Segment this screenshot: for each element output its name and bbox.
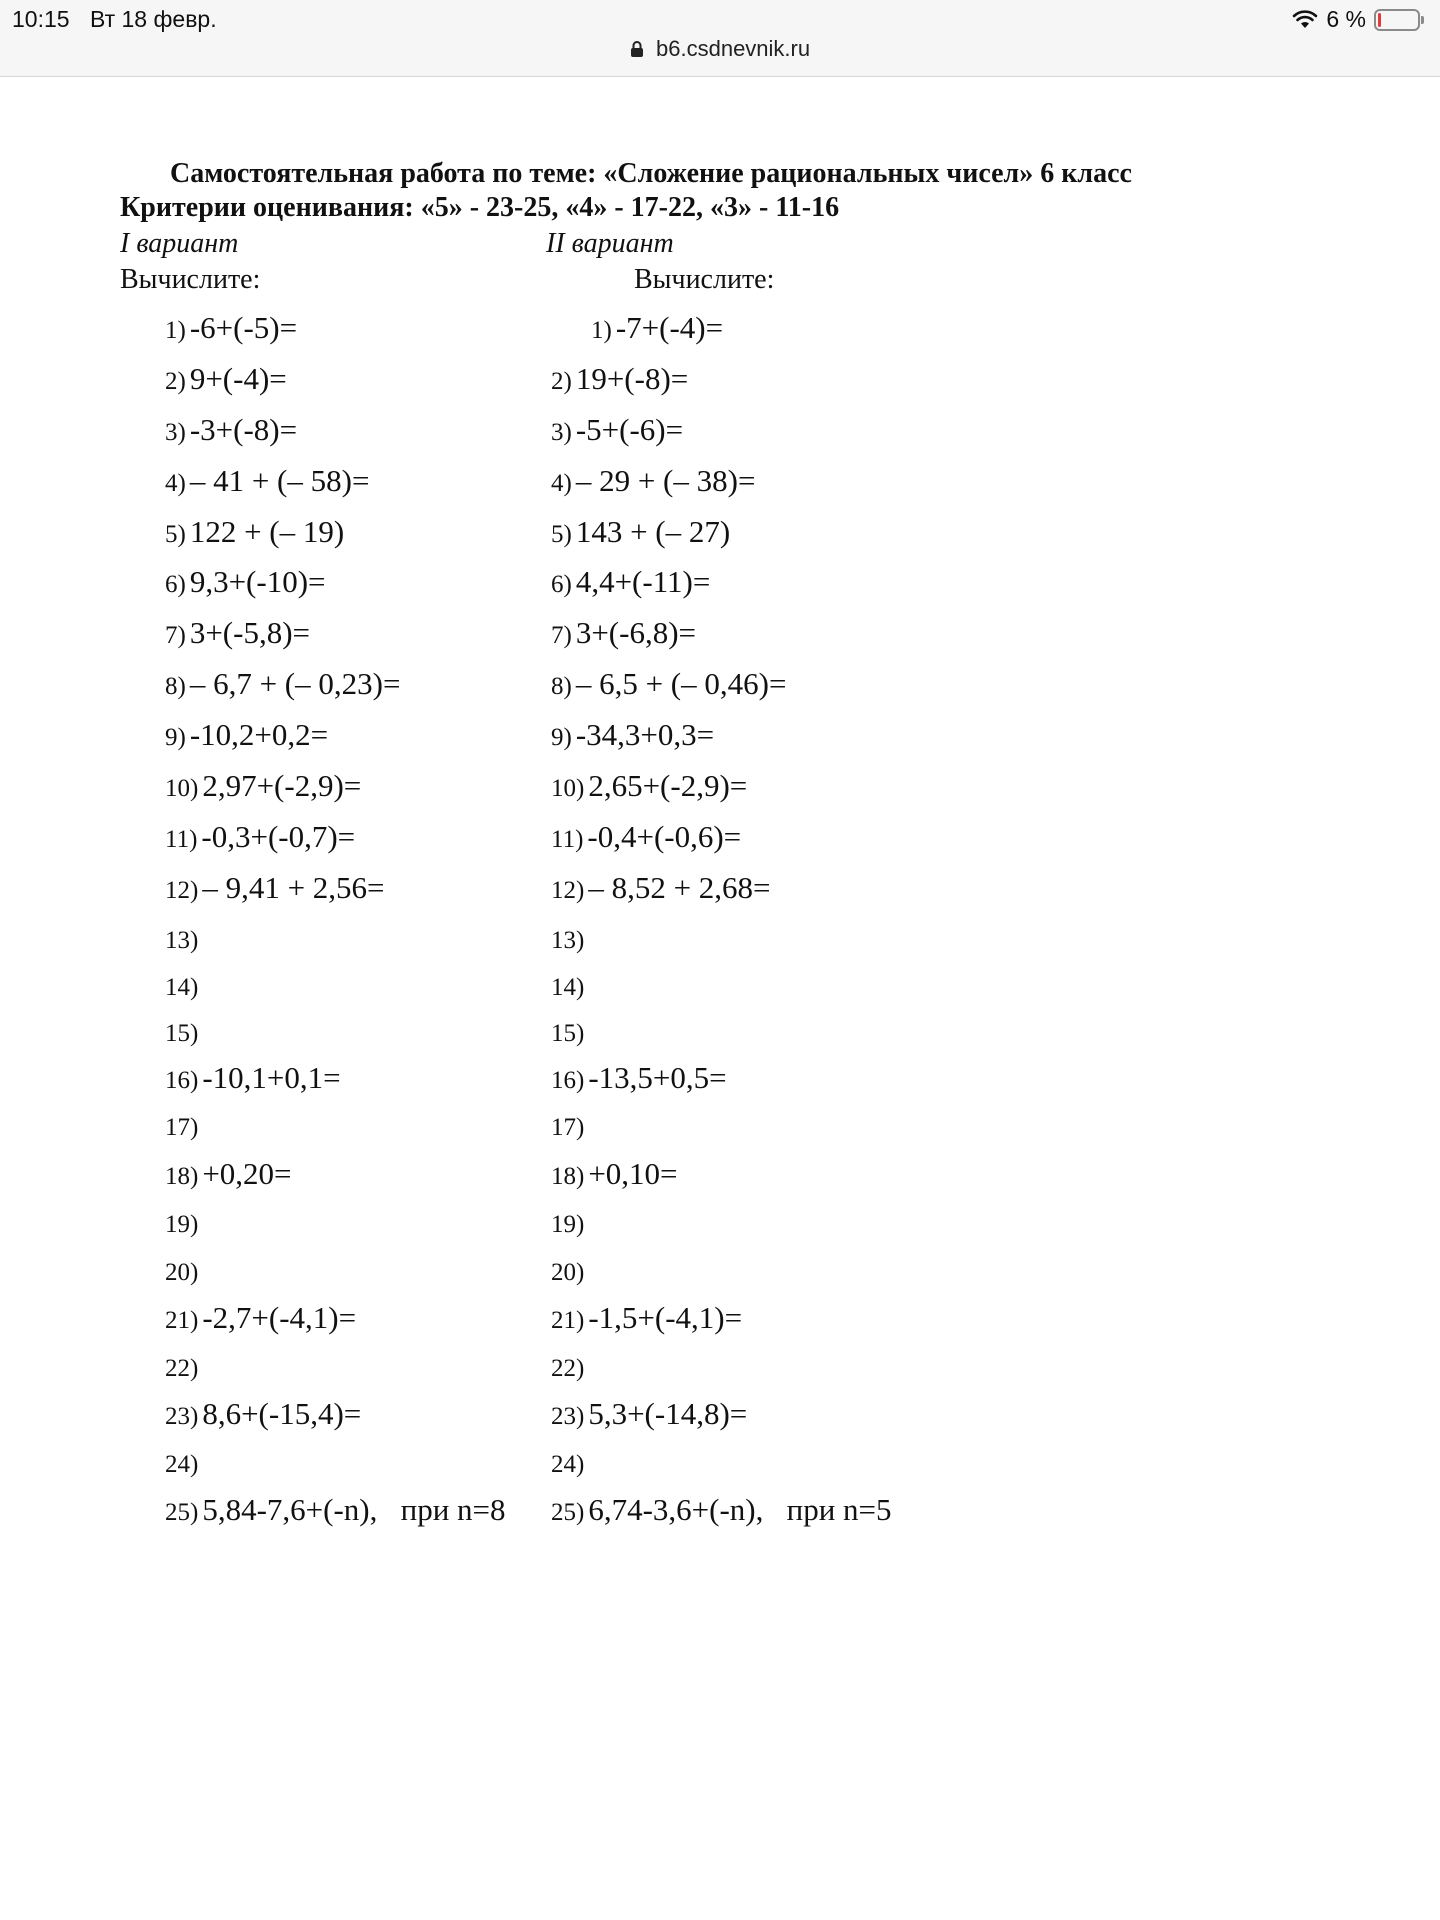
task-number: 11) [165,826,198,853]
task-item [165,668,400,699]
task-number: 11) [551,826,584,853]
task-expression: -7+(-4)= [615,310,724,345]
battery-level [1378,13,1381,27]
task-item [551,872,771,903]
task-item [165,363,287,394]
task-item [551,617,696,648]
task-expression: 9+(-4)= [189,361,287,396]
task-item [165,1446,198,1477]
task-expression: 122 + (– 19) [189,514,345,549]
task-item [551,1254,584,1285]
battery-percent: 6 % [1326,6,1366,32]
variant-2-instruction: Вычислите: [634,264,775,295]
task-number: 3) [551,419,572,446]
task-number: 8) [551,673,572,700]
task-number: 18) [551,1163,585,1190]
task-expression: +0,10= [588,1156,678,1191]
task-expression: – 29 + (– 38)= [575,463,756,498]
task-item [165,1015,198,1046]
task-item [551,770,747,801]
task-expression: -3+(-8)= [189,412,298,447]
document-title: Самостоятельная работа по теме: «Сложение рациональных чисел» 6 класс [170,158,1132,189]
task-item [551,922,584,953]
task-number: 25) [165,1499,199,1526]
task-number: 20) [165,1259,199,1286]
task-expression: -2,7+(-4,1)= [202,1300,357,1335]
task-number: 9) [165,724,186,751]
task-expression: 5,3+(-14,8)= [588,1396,748,1431]
task-number: 2) [165,368,186,395]
task-item [165,1109,198,1140]
task-number: 8) [165,673,186,700]
task-item [165,1302,356,1333]
task-number: 19) [165,1211,199,1238]
task-number: 9) [551,724,572,751]
task-item [165,414,297,445]
task-number: 6) [165,571,186,598]
task-number: 15) [165,1020,199,1047]
task-number: 24) [551,1451,585,1478]
task-expression: – 8,52 + 2,68= [588,870,771,905]
task-number: 7) [551,622,572,649]
task-number: 12) [165,877,199,904]
task-item [551,821,741,852]
task-expression: 3+(-5,8)= [189,615,311,650]
task-expression: 4,4+(-11)= [575,564,711,599]
wifi-icon [1292,10,1318,30]
task-expression: 9,3+(-10)= [189,564,326,599]
task-number: 10) [551,775,585,802]
task-number: 21) [551,1307,585,1334]
task-expression: 2,65+(-2,9)= [588,768,748,803]
task-item [165,1254,198,1285]
task-number: 3) [165,419,186,446]
task-number: 19) [551,1211,585,1238]
task-expression: – 41 + (– 58)= [189,463,370,498]
task-item [165,872,385,903]
task-number: 18) [165,1163,199,1190]
task-number: 5) [165,521,186,548]
task-number: 2) [551,368,572,395]
task-number: 22) [165,1355,199,1382]
task-item [551,1206,584,1237]
task-number: 6) [551,571,572,598]
task-item [551,1015,584,1046]
task-expression: -1,5+(-4,1)= [588,1300,743,1335]
task-number: 23) [165,1403,199,1430]
task-expression: 5,84-7,6+(-n), при n=8 [202,1492,506,1527]
url-text: b6.csdnevnik.ru [656,36,811,61]
task-item [551,1158,678,1189]
variant-1-instruction: Вычислите: [120,264,261,295]
task-item [551,668,786,699]
task-item [165,617,310,648]
task-expression: -5+(-6)= [575,412,684,447]
task-expression: +0,20= [202,1156,292,1191]
task-item [551,719,714,750]
task-number: 17) [551,1114,585,1141]
task-expression: 2,97+(-2,9)= [202,768,362,803]
task-number: 7) [165,622,186,649]
task-expression: – 6,5 + (– 0,46)= [575,666,787,701]
task-item [165,465,369,496]
task-item [165,566,326,597]
task-item [551,1302,742,1333]
task-number: 15) [551,1020,585,1047]
task-expression: -0,3+(-0,7)= [201,819,356,854]
task-item [551,414,683,445]
task-number: 1) [591,317,612,344]
task-item [165,1350,198,1381]
task-item [165,719,328,750]
task-item [165,312,297,343]
task-number: 17) [165,1114,199,1141]
task-expression: -10,2+0,2= [189,717,329,752]
task-number: 14) [551,974,585,1001]
document-page [0,76,1440,1920]
task-item [551,566,710,597]
task-item [591,312,723,343]
task-item [165,1062,341,1093]
task-expression: – 6,7 + (– 0,23)= [189,666,401,701]
task-item [551,1494,892,1525]
task-number: 10) [165,775,199,802]
task-item [165,1398,361,1429]
task-number: 4) [165,470,186,497]
address-bar[interactable] [0,36,1440,64]
variant-1-label: I вариант [120,228,239,259]
status-indicators [1292,6,1420,33]
task-expression: – 9,41 + 2,56= [202,870,385,905]
task-item [551,516,730,547]
task-item [165,1494,506,1525]
task-item [551,969,584,1000]
clock-date: Вт 18 февр. [90,6,217,32]
task-number: 1) [165,317,186,344]
task-number: 21) [165,1307,199,1334]
task-expression: -34,3+0,3= [575,717,715,752]
task-expression: -10,1+0,1= [202,1060,341,1095]
task-number: 14) [165,974,199,1001]
task-item [165,922,198,953]
task-number: 12) [551,877,585,904]
task-number: 13) [551,927,585,954]
task-number: 22) [551,1355,585,1382]
task-number: 16) [165,1067,199,1094]
task-number: 23) [551,1403,585,1430]
task-number: 13) [165,927,199,954]
task-item [551,1398,747,1429]
task-number: 4) [551,470,572,497]
task-expression: 19+(-8)= [575,361,689,396]
task-expression: 143 + (– 27) [575,514,731,549]
task-number: 16) [551,1067,585,1094]
variant-2-label: II вариант [546,228,674,259]
task-item [551,1350,584,1381]
status-bar [0,0,1440,77]
task-expression: 6,74-3,6+(-n), при n=5 [588,1492,892,1527]
task-item [165,821,355,852]
task-item [165,770,361,801]
task-item [551,1062,727,1093]
task-item [551,363,688,394]
clock-time: 10:15 [12,6,70,32]
task-item [165,516,344,547]
battery-icon [1374,9,1420,31]
task-item [165,969,198,1000]
task-expression: -13,5+0,5= [588,1060,727,1095]
task-number: 20) [551,1259,585,1286]
task-expression: 8,6+(-15,4)= [202,1396,362,1431]
task-expression: -6+(-5)= [189,310,298,345]
task-number: 25) [551,1499,585,1526]
task-item [551,465,755,496]
task-item [551,1446,584,1477]
task-expression: 3+(-6,8)= [575,615,697,650]
lock-icon [630,38,644,64]
task-number: 5) [551,521,572,548]
task-number: 24) [165,1451,199,1478]
task-item [165,1206,198,1237]
task-expression: -0,4+(-0,6)= [587,819,742,854]
task-item [165,1158,292,1189]
grading-criteria: Критерии оценивания: «5» - 23-25, «4» - 17-22, «3» - 11-16 [120,192,840,223]
task-item [551,1109,584,1140]
